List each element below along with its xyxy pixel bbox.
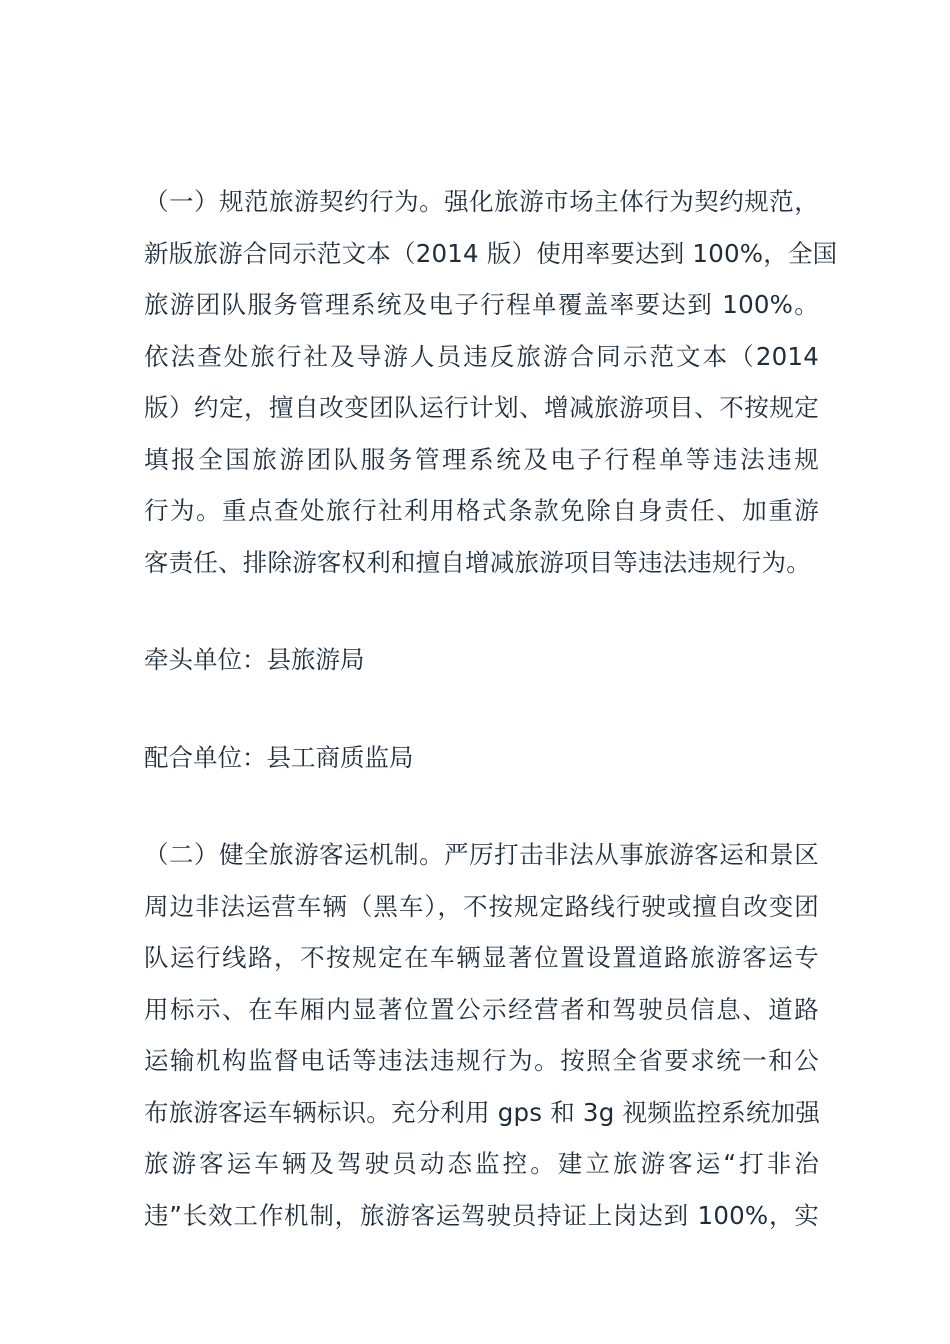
paragraph-line: 周边非法运营车辆（黑车），不按规定路线行驶或擅自改变团 [144,891,819,921]
paragraph-spacing [144,588,819,634]
paragraph-spacing [144,783,819,829]
paragraph-line: 填报全国旅游团队服务管理系统及电子行程单等违法违规 [144,444,819,474]
lead-unit-text: 牵头单位：县旅游局 [144,645,365,674]
paragraph-line: 用标示、在车厢内显著位置公示经营者和驾驶员信息、道路 [144,994,819,1024]
paragraph-line: （一）规范旅游契约行为。强化旅游市场主体行为契约规范， [144,187,819,216]
paragraph-line: 版）约定，擅自改变团队运行计划、增减旅游项目、不按规定 [144,393,819,422]
paragraph-line: 客责任、排除游客权利和擅自增减旅游项目等违法违规行为。 [144,547,811,577]
paragraph-line: 运输机构监督电话等违法违规行为。按照全省要求统一和公 [144,1046,819,1075]
paragraph-line: 布旅游客运车辆标识。充分利用 gps 和 3g 视频监控系统加强 [144,1097,821,1127]
document-body [144,176,838,1241]
paragraph-line: 旅游团队服务管理系统及电子行程单覆盖率要达到 100%。 [144,290,819,319]
section-1-paragraph [144,176,838,588]
paragraph-line: 新版旅游合同示范文本（2014 版）使用率要达到 100%，全国 [144,238,838,268]
paragraph-line: 依法查处旅行社及导游人员违反旅游合同示范文本（2014 [144,341,819,371]
paragraph-line: 行为。重点查处旅行社利用格式条款免除自身责任、加重游 [144,496,819,525]
paragraph-spacing [144,686,819,732]
paragraph-line: （二）健全旅游客运机制。严厉打击非法从事旅游客运和景区 [144,840,819,869]
paragraph-line: 队运行线路，不按规定在车辆显著位置设置道路旅游客运专 [144,943,819,972]
section-2-paragraph [144,829,819,1241]
paragraph-line: 旅游客运车辆及驾驶员动态监控。建立旅游客运“打非治 [144,1149,819,1178]
paragraph-line: 违”长效工作机制，旅游客运驾驶员持证上岗达到 100%，实 [144,1200,819,1230]
cooperating-unit-text: 配合单位：县工商质监局 [144,742,414,772]
